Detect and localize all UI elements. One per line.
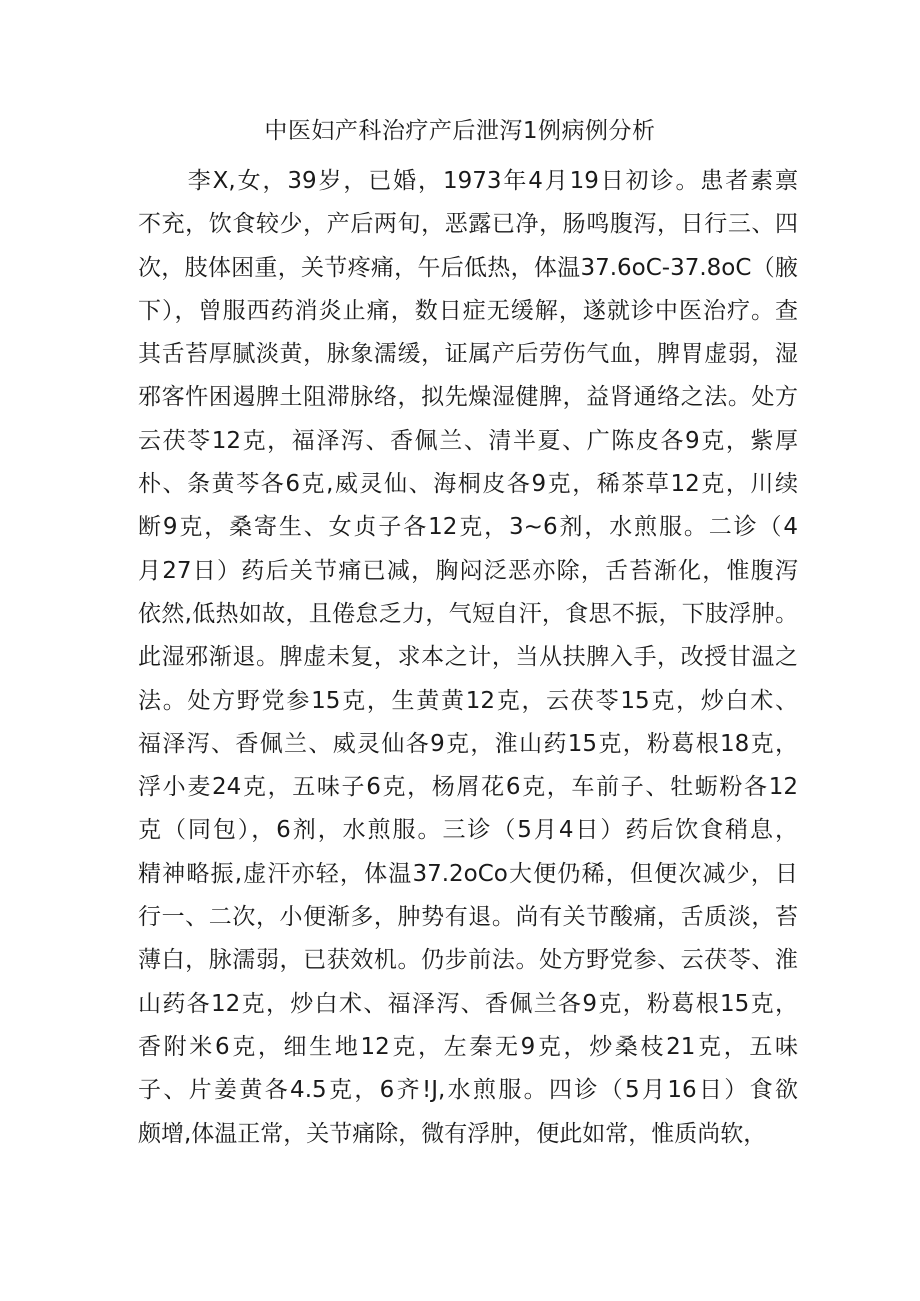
text-line: 下），曾服西药消炎止痛，数日症无缓解，遂就诊中医治疗。查 <box>138 297 798 324</box>
text-line: 山药各12克，炒白术、福泽泻、香佩兰各9克，粉葛根15克， <box>138 990 798 1017</box>
text-line: 不充，饮食较少，产后两旬，恶露已净，肠鸣腹泻，日行三、四 <box>138 211 798 238</box>
text-line: 浮小麦24克，五味子6克，杨屑花6克，车前子、牡蛎粉各12 <box>138 774 798 801</box>
text-line: 次，肢体困重，关节疼痛，午后低热，体温37.6oC-37.8oC（腋 <box>138 254 798 281</box>
text-line: 颇增,体温正常，关节痛除，微有浮肿，便此如常，惟质尚软， <box>138 1120 767 1147</box>
text-line: 其舌苔厚腻淡黄，脉象濡缓，证属产后劳伤气血，脾胃虚弱，湿 <box>138 341 798 368</box>
text-line: 云茯苓12克，福泽泻、香佩兰、清半夏、广陈皮各9克，紫厚 <box>138 427 798 454</box>
document-body <box>138 160 798 1156</box>
text-line: 精神略振,虚汗亦轻，体温37.2oCo大便仍稀，但便次减少，日 <box>138 860 798 887</box>
text-line: 法。处方野党参15克，生黄黄12克，云茯苓15克，炒白术、 <box>138 687 798 714</box>
text-line: 邪客忤困遏脾土阻滞脉络，拟先燥湿健脾，益肾通络之法。处方 <box>138 384 798 411</box>
text-line: 行一、二次，小便渐多，肿势有退。尚有关节酸痛，舌质淡，苔 <box>138 904 798 931</box>
text-line: 李X,女，39岁，已婚，1973年4月19日初诊。患者素禀 <box>138 168 798 194</box>
text-line: 薄白，脉濡弱，已获效机。仍步前法。处方野党参、云茯苓、淮 <box>138 947 798 974</box>
text-line: 月27日）药后关节痛已减，胸闷泛恶亦除，舌苔渐化，惟腹泻 <box>138 557 798 584</box>
text-line: 子、片姜黄各4.5克，6齐!J,水煎服。四诊（5月16日）食欲 <box>138 1077 798 1104</box>
text-line: 克（同包），6剂，水煎服。三诊（5月4日）药后饮食稍息， <box>138 817 798 844</box>
document-title: 中医妇产科治疗产后泄泻1例病例分析 <box>264 118 656 144</box>
text-line: 此湿邪渐退。脾虚未复，求本之计，当从扶脾入手，改授甘温之 <box>138 644 798 671</box>
text-line: 福泽泻、香佩兰、威灵仙各9克，淮山药15克，粉葛根18克， <box>138 730 798 757</box>
text-line: 朴、条黄芩各6克,威灵仙、海桐皮各9克，稀茶草12克，川续 <box>138 471 798 498</box>
text-line: 断9克，桑寄生、女贞子各12克，3~6剂，水煎服。二诊（4 <box>138 514 798 541</box>
text-line: 香附米6克，细生地12克，左秦无9克，炒桑枝21克，五味 <box>138 1033 798 1060</box>
text-line: 依然,低热如故，且倦怠乏力，气短自汗，食思不振，下肢浮肿。 <box>138 600 798 627</box>
